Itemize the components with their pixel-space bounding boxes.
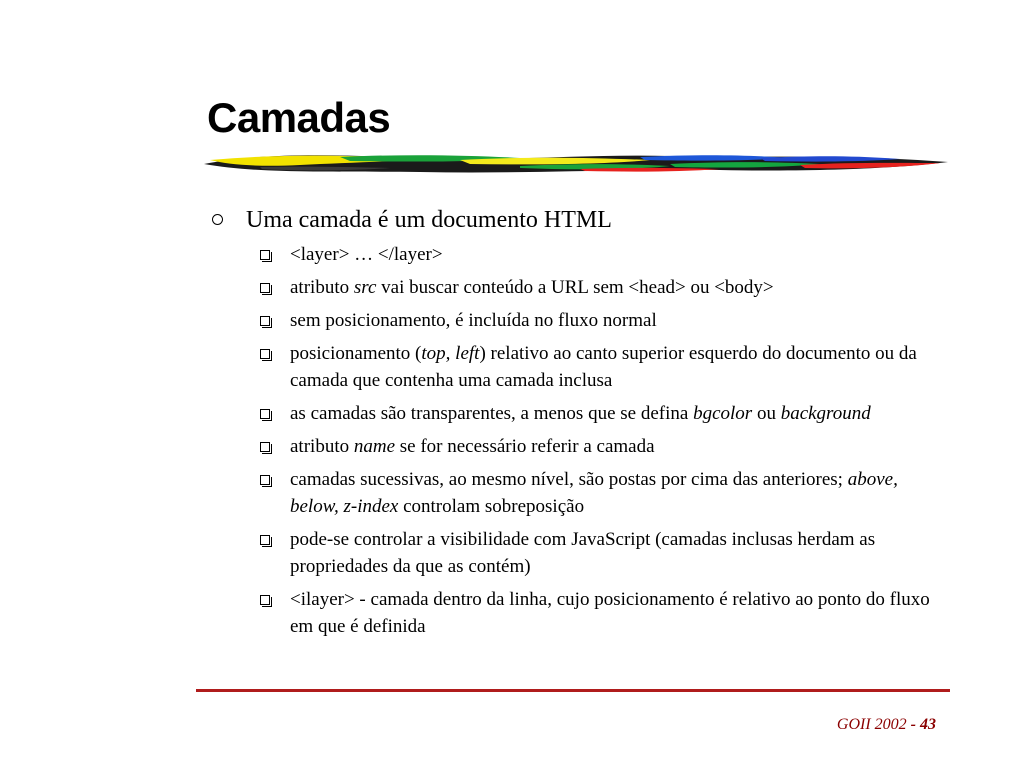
italic-term: above, below, z-index — [290, 469, 898, 517]
footer-divider — [196, 689, 950, 692]
sub-bullet-item — [212, 526, 932, 580]
square-bullet-icon — [260, 535, 270, 545]
sub-bullet-item — [212, 274, 932, 301]
sub-bullet-item — [212, 433, 932, 460]
text-run: vai buscar conteúdo a URL sem <head> ou <body> — [376, 277, 774, 298]
text-run: ) relativo ao canto superior esquerdo do documento ou da camada que contenha uma camada inclusa — [290, 343, 917, 391]
sub-bullet-item — [212, 307, 932, 334]
square-bullet-icon — [260, 250, 270, 260]
text-run: se for necessário referir a camada — [395, 436, 655, 457]
text-run: camadas sucessivas, ao mesmo nível, são postas por cima das anteriores; — [290, 469, 848, 490]
square-bullet-icon — [260, 442, 270, 452]
sub-bullet-text — [290, 469, 898, 517]
square-bullet-icon — [260, 409, 270, 419]
brush-stroke-divider — [200, 148, 952, 180]
square-bullet-icon — [260, 283, 270, 293]
text-run: posicionamento ( — [290, 343, 422, 364]
text-run: <layer> … </layer> — [290, 244, 443, 265]
text-run: sem posicionamento, é incluída no fluxo normal — [290, 310, 657, 331]
text-run: <ilayer> - camada dentro da linha, cujo posicionamento é relativo ao ponto do fluxo em que é definida — [290, 589, 930, 637]
square-bullet-icon — [260, 316, 270, 326]
text-run: controlam sobreposição — [398, 496, 585, 517]
sub-bullet-text — [290, 403, 871, 424]
slide-title: Camadas — [207, 94, 391, 141]
sub-bullet-item — [212, 241, 932, 268]
italic-term: bgcolor — [693, 403, 753, 424]
sub-bullet-item — [212, 400, 932, 427]
italic-term: top, left — [421, 343, 480, 364]
slide-footer — [837, 716, 936, 734]
sub-bullet-item — [212, 586, 932, 640]
sub-bullet-item — [212, 466, 932, 520]
sub-bullet-text — [290, 277, 774, 298]
text-run: atributo — [290, 436, 354, 457]
sub-bullet-text — [290, 589, 930, 637]
italic-term: src — [353, 277, 377, 298]
main-bullet-text: Uma camada é um documento HTML — [246, 207, 612, 233]
main-bullet — [212, 205, 932, 235]
sub-bullet-text — [290, 436, 655, 457]
sub-bullet-text — [290, 343, 917, 391]
square-bullet-icon — [260, 349, 270, 359]
bullet-list — [212, 205, 932, 646]
sub-bullet-text — [290, 529, 875, 577]
text-run: pode-se controlar a visibilidade com JavaScript (camadas inclusas herdam as propriedades da que as contém) — [290, 529, 876, 577]
text-run: as camadas são transparentes, a menos que se defina — [290, 403, 694, 424]
footer-separator: - — [906, 716, 920, 733]
square-bullet-icon — [260, 475, 270, 485]
italic-term: name — [353, 436, 396, 457]
circle-bullet-icon — [212, 214, 223, 225]
text-run: ou — [752, 403, 781, 424]
square-bullet-icon — [260, 595, 270, 605]
footer-course: GOII 2002 — [836, 716, 907, 733]
sub-bullet-item — [212, 340, 932, 394]
sub-bullet-list — [212, 241, 932, 640]
sub-bullet-text — [290, 310, 657, 331]
text-run: atributo — [290, 277, 354, 298]
sub-bullet-text — [290, 244, 443, 265]
page-number: 43 — [920, 716, 936, 733]
italic-term: background — [780, 403, 871, 424]
